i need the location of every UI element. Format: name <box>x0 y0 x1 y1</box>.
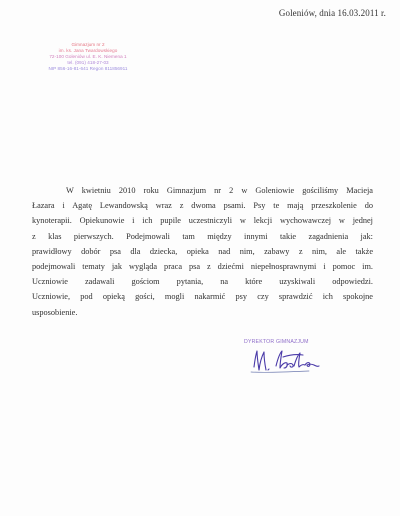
director-title-stamp: DYREKTOR GIMNAZJUM <box>244 339 309 345</box>
letter-line: Łazara i Agatę Lewandowską wraz z dwoma psami. Psy te mają przeszkolenie do <box>32 201 373 211</box>
letter-line: usposobienie. <box>32 307 78 317</box>
letter-line: W kwietniu 2010 roku Gimnazjum nr 2 w Goleniowie gościliśmy Macieja <box>66 186 373 195</box>
letter-body <box>32 183 373 320</box>
letter-line: Uczniowie, pod opieką gości, mogli nakarmić psy czy sprawdzić ich spokojne <box>32 292 373 302</box>
stamp-line-address: 72-100 Goleniów ul. E. K. Niemena 1 <box>49 54 127 60</box>
school-stamp <box>36 42 140 72</box>
stamp-line-patron: im. ks. Jana Twardowskiego <box>58 48 118 54</box>
stamp-line-nip-regon: NIP 856-16-81-641 Regon 811856911 <box>48 66 128 72</box>
letter-line: z klas pierwszych. Podejmowali tam między innymi takie zagadnienia jak: <box>32 231 373 241</box>
letter-line: Uczniowie zadawali gościom pytania, na które uzyskiwali odpowiedzi. <box>32 277 373 287</box>
date-line: Goleniów, dnia 16.03.2011 r. <box>278 8 386 18</box>
stamp-line-phone: tel. (091) 418-27-03 <box>67 60 109 66</box>
letter-line: kynoterapii. Opiekunowie i ich pupile uczestniczyli w lekcji wychowawczej w jednej <box>32 216 373 226</box>
letter-line: podejmowali tematy jak wygląda praca psa z dziećmi niepełnosprawnymi i pomoc im. <box>32 262 373 272</box>
stamp-line-school-name: Gimnazjum nr 2 <box>71 42 105 47</box>
handwritten-signature <box>247 345 343 377</box>
letter-line: prawidłowy dobór psa dla dziecka, opieka nad nim, zabawy z nim, ale także <box>32 246 373 256</box>
